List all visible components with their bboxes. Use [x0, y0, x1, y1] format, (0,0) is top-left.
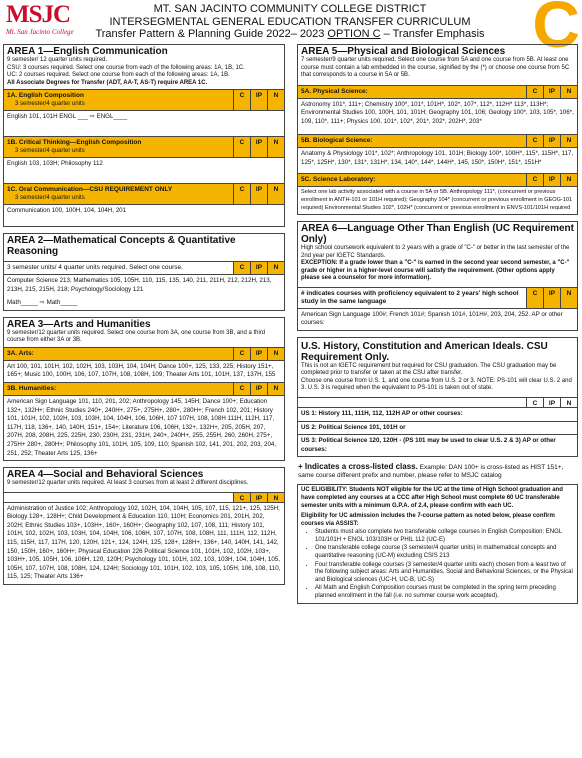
area5-title: AREA 5—Physical and Biological Sciences [301, 46, 506, 57]
area1c-header: 1C. Oral Communication—CSU REQUIREMENT ONLY 3 semester/4 quarter units C IP N [4, 183, 284, 204]
area4-courses: Administration of Justice 102; Anthropology 102, 102H, 104, 104H, 105, 107, 115, 121+, 125, 125H; Biology 128+, 128H+; Child Development & Education 110, 110H; Economics 201, 201H, 202, 202H; Ethnic Studies 103+, 103H+, 160+, 160H+; Geography 102, 107, 108, 111; History 101, 101H, 102, 102H, 103, 103H, 104, 104H, 106, 106H, 107, 107H, 108, 108H, 111, 111H, 112, 112H, 115, 115H, 117, 117H, 120, 120H, 121+, 124, 124H, 125, 128+, 128H+, 136+, 140, 140H, 141, 142, 150, 150H, 160+, 160H+; Physical Education 226 Political Science 101, 101H, 102, 102H, 103+, 103H+, 105, 105H, 106, 106H, 120, 120H; Psychology 101, 101H, 102, 103, 103H, 104, 104H, 105, 105H, 107, 107H, 108, 108H, 124, 124H; Sociology 101, 101H, 102, 103, 105, 105H, 106, 108, 110, 115, 125; Theater Arts 136+ [4, 502, 284, 584]
area5a-header: 5A. Physical Science: C IP N [298, 85, 577, 98]
us2-courses: US 2: Political Science 101, 101H or [298, 421, 577, 435]
area5b-courses: Anatomy & Physiology 101*, 102*; Anthropology 101, 101H; Biology 100*, 100H*, 115*, 115H*, 117, 125*, 125H*, 130*, 131*, 131H*, 134, 140*, 144*, 144H*, 145, 150*, 150H*, 151*, 151H* [298, 147, 577, 173]
area1b-courses: English 103, 103H; Philosophy 112 [4, 157, 284, 183]
area3b-header: 3B. Humanities: C IP N [4, 382, 284, 395]
uc-bullet: • All Math and English Composition courses must be completed in the spring term preceding planned enrollment in the fall (i.e. no summer course work accepted). [315, 585, 574, 600]
uc-bullet: • One transferable college course (3 semester/4 quarter units) in mathematical concepts and quantitative reasoning (UC-M) excluding CSIS 213 [315, 545, 574, 560]
us3-courses: US 3: Political Science 120, 120H - (PS 101 may be used to clear U.S. 2 & 3) AP or other courses: [298, 434, 577, 456]
area3a-courses: Art 100, 101, 101H, 102, 102H, 103, 103H, 104, 104H; Dance 100+, 125, 133, 225; History 151+, 165+; Music 100, 100H, 106, 107, 107H, 108, 108H, 109; Theater Arts 101, 101H, 137, 137H, 155 [4, 360, 284, 382]
area1b-header: 1B. Critical Thinking—English Composition 3 semester/4 quarter units C IP N [4, 136, 284, 157]
option-letter: C [532, 0, 580, 61]
area3b-courses: American Sign Language 101, 110, 201, 202; Anthropology 145, 145H; Dance 100+; Education 132+, 132H+; Ethnic Studies 240+, 240H+, 275+, 275H+, 280+, 280H+; French 102, 201; History 101, 101H, 102, 102H, 103, 103H, 104, 104H, 106, 106H, 107 107H, 108, 108H 111H, 112H, 117, 117H, 118, 136+, 140, 140H, 151+, 154+; Literature 106, 106H, 132+, 132H+, 205, 205H, 207, 207H, 208, 208H, 225, 225H, 230, 230H, 231, 231H, 240+, 240H+, 255, 255H, 260, 260H, 275+, 275H+ 280+, 280H+; Philosophy 101, 101H, 105, 109, 110; Spanish 102, 141, 201, 202, 203, 204, 251, 252; Theater Arts 125, 136+ [4, 395, 284, 460]
area5c-courses: Select one lab activity associated with a course in 5A or 5B. Anthropology 111*, (concurrent or previous enrollment in ANTH-101 or 101H required); Geography 104* (concurrent or previous enrollment in GEOG-101 required) Environmental Studies 102*, 102H* (concurrent or previous enrollment in ENVS-101/101H required [298, 186, 577, 214]
area1-title: AREA 1—English Communication [7, 46, 168, 57]
area5b-header: 5B. Biological Science: C IP N [298, 134, 577, 147]
uc-bullet: • Students must also complete two transferable college courses in English Composition: ENGL 101/101H + ENGL 103/103H or PHIL 112 (UC-E) [315, 529, 574, 544]
page-title: MT. SAN JACINTO COMMUNITY COLLEGE DISTRICT INTERSEGMENTAL GENERAL EDUCATION TRANSFER CURRICULUM Transfer Pattern & Planning Guide 2022– 2023 OPTION C – Transfer Emphasis [95, 3, 485, 40]
area2-courses: Computer Science 213; Mathematics 105, 105H, 110, 115, 135, 140, 211, 211H, 212, 212H, 213, 213H, 215, 215H, 218; Psychology/Sociology 121 Math_____ ⇨ Math_____ [4, 274, 284, 310]
us-history-section: U.S. History, Constitution and American Ideals. CSU Requirement Only. This is not an IGETC requirement but required for CSU graduation. The CSU graduation may be completed prior to transfer or taken at the CSU after transfer. Choose one course from U.S. 1, and one course from U.S. 2 or 3. NOTE: PS-101 will clear U.S. 2 and 3. U.S. 3 is required when the equivalent to PS-101 is taken out of state. C IP N US 1: History 111, 111H, 112, 112H AP or other courses: US 2: Political Science 101, 101H or US 3: Political Science 120, 120H - (PS 101 may be used to clear U.S. 2 & 3) AP or other courses: [297, 337, 578, 457]
us1-courses: US 1: History 111, 111H, 112, 112H AP or other courses: [298, 407, 577, 421]
area6-section: AREA 6—Language Other Than English (UC Requirement Only) High school coursework equivalent to 2 years with a grade of "C-" or better in the last semester of the 2nd year per IGETC Standards. EXCEPTION: If a grade lower than a "C-" is earned in the second year second semester, a "C-" grade or higher in a higher-level course will satisfy the requirement. (Other options apply please see a counselor for more information). # indicates courses with proficiency equivalent to 2 years' high school study in the same language C IP N American Sign Language 100#; French 101#; Spanish 101#, 101H#, 203, 204, 252. AP or other courses: [297, 221, 578, 331]
area1a-courses: English 101, 101H ENGL ___ ⇨ ENGL____ [4, 110, 284, 136]
area4-section: AREA 4—Social and Behavioral Sciences 9 semester/12 quarter units required. At least 3 courses from at least 2 different disciplines. C IP N Administration of Justice 102; Anthropology 102, 102H, 104, 104H, 105, 107, 115, 121+, 125, 125H; Biology 128+, 128H+; Child Development & Education 110, 110H; Economics 201, 201H, 202, 202H; Ethnic Studies 103+, 103H+, 160+, 160H+; Geography 102, 107, 108, 111; History 101, 101H, 102, 102H, 103, 103H, 104, 104H, 106, 106H, 107, 107H, 108, 108H, 111, 111H, 112, 112H, 115, 115H, 117, 117H, 120, 120H, 121+, 124, 124H, 125, 128+, 128H+, 136+, 140, 140H, 141, 142, 150, 150H, 160+, 160H+; Physical Education 226 Political Science 101, 101H, 102, 102H, 103+, 103H+, 105, 105H, 106, 106H, 120, 120H; Psychology 101, 101H, 102, 103, 103H, 104, 104H, 105, 105H, 107, 107H, 108, 108H, 124, 124H; Sociology 101, 101H, 102, 103, 105, 105H, 106, 108, 110, 115, 125; Theater Arts 136+ [3, 467, 285, 585]
us-history-title: U.S. History, Constitution and American Ideals. CSU Requirement Only. [301, 340, 548, 363]
area1a-header: 1A. English Composition 3 semester/4 quarter units C IP N [4, 89, 284, 110]
area2-section: AREA 2—Mathematical Concepts & Quantitative Reasoning 3 semester units/ 4 quarter units required. Select one course. C IP N Computer Science 213; Mathematics 105, 105H, 110, 115, 135, 140, 211, 211H, 212, 212H, 213, 213H, 215, 215H, 218; Psychology/Sociology 121 Math_____ ⇨ Math_____ [3, 233, 285, 311]
area4-title: AREA 4—Social and Behavioral Sciences [7, 469, 204, 481]
area5-section: AREA 5—Physical and Biological Sciences 7 semester/9 quarter units required. Select one course from 5A and one course from 5B. At least one course must contain a lab embedded in the course, signified by the (*) or choose one course from 5C that corresponds to a course in 5A or 5B. 5A. Physical Science: C IP N Astronomy 101*, 111+; Chemistry 100*, 101*, 101H*, 102*, 107*, 112*, 112H* 113*, 113H*; Environmental Studies 100, 100H, 101, 101H; Geography 101, 106; Geology 100*, 103, 105*, 106*, 109, 110*, 111+; Physics 100, 101*, 102*, 201*, 202*, 202H*, 203* 5B. Biological Science: C IP N Anatomy & Physiology 101*, 102*; Anthropology 101, 101H; Biology 100*, 100H*, 115*, 115H*, 117, 125*, 125H*, 130*, 131*, 131H*, 134, 140*, 144*, 144H*, 145, 150*, 150H*, 151*, 151H* 5C. Science Laboratory: C IP N Select one lab activity associated with a course in 5A or 5B. Anthropology 111*, (concurrent or previous enrollment in ANTH-101 or 101H required); Geography 104* (concurrent or previous enrollment in GEOG-101 required) Environmental Studies 102*, 102H* (concurrent or previous enrollment in ENVS-101/101H required [297, 44, 578, 215]
area3-title: AREA 3—Arts and Humanities [7, 318, 151, 330]
area5a-courses: Astronomy 101*, 111+; Chemistry 100*, 101*, 101H*, 102*, 107*, 112*, 112H* 113*, 113H*; Environmental Studies 100, 100H, 101, 101H; Geography 101, 106; Geology 100*, 103, 105*, 106*, 109, 110*, 111+; Physics 100, 101*, 102*, 201*, 202*, 202H*, 203* [298, 98, 577, 135]
area6-courses: American Sign Language 100#; French 101#; Spanish 101#, 101H#, 203, 204, 252. AP or other courses: [298, 308, 577, 330]
college-logo: MSJC Mt. San Jacinto College [6, 1, 74, 36]
area2-title: AREA 2—Mathematical Concepts & Quantitative Reasoning [7, 235, 236, 257]
uc-eligibility-section: UC ELIGIBILITY: Students NOT eligible for the UC at the time of High School graduation and have completed any courses at a CCC after High School must complete 60 UC transferable semester units with a minimum G.P.A. of 2.4, please confirm with each UC. Eligibility for UC admission includes the 7-course pattern as noted below, please confirm courses via ASSIST: • Students must also complete two transferable college courses in English Composition: ENGL 101/101H + ENGL 103/103H or PHIL 112 (UC-E) • One transferable college course (3 semester/4 quarter units) in mathematical concepts and quantitative reasoning (UC-M) excluding CSIS 213 • Four transferable college courses (3 semester/4 quarter units each) chosen from a least two of the following subject areas: Arts and Humanities, Social and Behavioral Sciences, or the Physical and Biological sciences (UC-H, UC-B, UC-S) • All Math and English Composition courses must be completed in the spring term preceding planned enrollment in the fall (i.e. no summer course work accepted). [297, 484, 578, 603]
area1c-courses: Communication 100, 100H, 104, 104H, 201 [4, 204, 284, 226]
area3-section: AREA 3—Arts and Humanities 9 semester/12 quarter units required. Select one course from 3A, one course from 3B, and a third course from either 3A or 3B. 3A. Arts: C IP N Art 100, 101, 101H, 102, 102H, 103, 103H, 104, 104H; Dance 100+, 125, 133, 225; History 151+, 165+; Music 100, 100H, 106, 107, 107H, 108, 108H, 109; Theater Arts 101, 101H, 137, 137H, 155 3B. Humanities: C IP N American Sign Language 101, 110, 201, 202; Anthropology 145, 145H; Dance 100+; Education 132+, 132H+; Ethnic Studies 240+, 240H+, 275+, 275H+, 280+, 280H+; French 102, 201; History 101, 101H, 102, 102H, 103, 103H, 104, 104H, 106, 106H, 107 107H, 108, 108H 111H, 112H, 117, 117H, 118, 136+, 140, 140H, 151+, 154+; Literature 106, 106H, 132+, 132H+, 205, 205H, 207, 207H, 208, 208H, 225, 225H, 230, 230H, 231, 231H, 240+, 240H+, 255, 255H, 260, 260H, 275+, 275H+ 280+, 280H+; Philosophy 101, 101H, 105, 109, 110; Spanish 102, 141, 201, 202, 203, 204, 251, 252; Theater Arts 125, 136+ [3, 317, 285, 461]
area6-title: AREA 6—Language Other Than English (UC Requirement Only) [301, 223, 574, 246]
cross-listed-note: + Indicates a cross-listed class. Example: DAN 100+ is cross-listed as HIST 151+, same course different prefix and number, please refer to MSJC catalog [298, 462, 564, 480]
area5c-header: 5C. Science Laboratory: C IP N [298, 173, 577, 186]
area3a-header: 3A. Arts: C IP N [4, 347, 284, 360]
area1-section: AREA 1—English Communication 9 semester/ 12 quarter units required. CSU: 3 courses required. Select one course from each of the following areas: 1A, 1B, 1C. UC: 2 courses required. Select one course from each of the following areas: 1A, 1B. All Associate Degrees for Transfer (ADT, AA-T, AS-T) require AREA 1C. 1A. English Composition 3 semester/4 quarter units C IP N English 101, 101H ENGL ___ ⇨ ENGL____ 1B. Critical Thinking—English Composition 3 semester/4 quarter units C IP N English 103, 103H; Philosophy 112 1C. Oral Communication—CSU REQUIREMENT ONLY 3 semester/4 quarter units C IP N Communication 100, 100H, 104, 104H, 201 [3, 44, 285, 227]
uc-bullet: • Four transferable college courses (3 semester/4 quarter units each) chosen from a least two of the following subject areas: Arts and Humanities, Social and Behavioral Sciences, or the Physical and Biological sciences (UC-H, UC-B, UC-S) [315, 562, 574, 585]
